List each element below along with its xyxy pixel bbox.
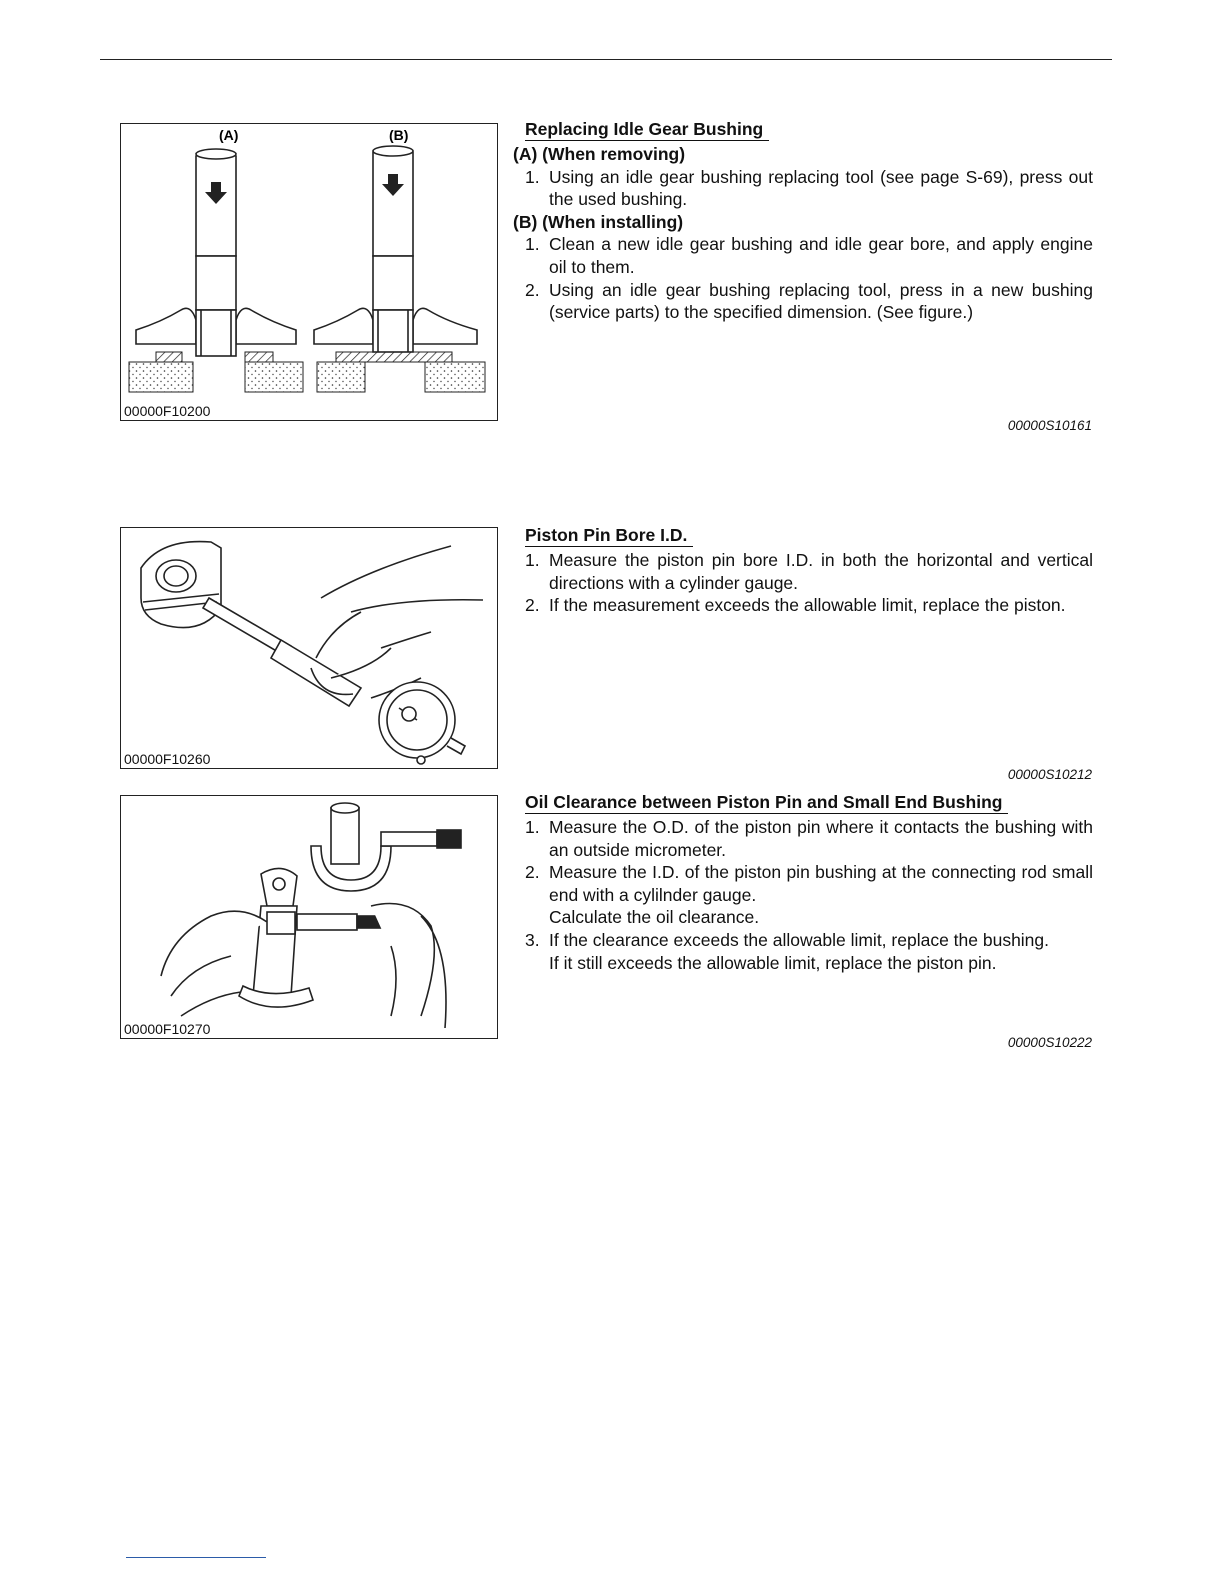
cylinder-gauge-illustration [121, 528, 497, 768]
doc-code: 00000S10212 [1007, 767, 1092, 782]
steps-installing [513, 233, 1093, 323]
doc-code: 00000S10222 [1007, 1035, 1092, 1050]
list-item: 2. Using an idle gear bushing replacing tool, press in a new bushing (service parts) to the specified dimension. (See figure.) [525, 279, 1093, 323]
doc-code: 00000S10161 [1007, 418, 1092, 433]
subheading-when-installing: (B) (When installing) [513, 211, 684, 232]
figure-code: 00000F10260 [124, 751, 211, 767]
section-title: Oil Clearance between Piston Pin and Small End Bushing [525, 792, 1008, 814]
micrometer-illustration [121, 796, 497, 1038]
list-item: 1. Measure the piston pin bore I.D. in both the horizontal and vertical directions with a cylinder gauge. [525, 550, 1093, 593]
list-item: 2. Measure the I.D. of the piston pin bushing at the connecting rod small end with a cylilnder gauge. Calculate the oil clearance. [525, 862, 1093, 928]
steps-piston-pin-bore [513, 549, 1093, 617]
section-title: Piston Pin Bore I.D. [525, 525, 693, 547]
list-item: 1. Clean a new idle gear bushing and idle gear bore, and apply engine oil to them. [525, 234, 1093, 277]
section-title: Replacing Idle Gear Bushing [525, 119, 769, 141]
list-item: 1. Measure the O.D. of the piston pin where it contacts the bushing with an outside micrometer. [525, 817, 1093, 860]
figure-idle-gear-bushing [120, 123, 498, 421]
section-oil-clearance [513, 791, 1093, 974]
footer-link-rule[interactable] [126, 1557, 266, 1558]
section-piston-pin-bore [513, 524, 1093, 617]
steps-oil-clearance [513, 816, 1093, 974]
figure-code: 00000F10200 [124, 403, 211, 419]
press-tool-a [136, 149, 296, 356]
figure-label-b: (B) [389, 127, 409, 143]
steps-removing [513, 166, 1093, 211]
subheading-when-removing: (A) (When removing) [513, 144, 686, 164]
figure-label-a: (A) [219, 127, 239, 143]
figure-code: 00000F10270 [124, 1021, 211, 1037]
press-tool-b [314, 146, 477, 352]
bushing-press-illustration [121, 124, 497, 420]
figure-piston-pin-bore [120, 527, 498, 769]
figure-oil-clearance [120, 795, 498, 1039]
list-item: 1. Using an idle gear bushing replacing tool (see page S-69), press out the used bushing. [525, 166, 1093, 210]
section-replacing-idle-gear-bushing [513, 118, 1093, 324]
list-item: 3. If the clearance exceeds the allowable limit, replace the bushing. If it still exceeds the allowable limit, replace the piston pin. [525, 929, 1050, 973]
list-item: 2. If the measurement exceeds the allowable limit, replace the piston. [525, 595, 1066, 616]
header-rule [100, 59, 1112, 60]
